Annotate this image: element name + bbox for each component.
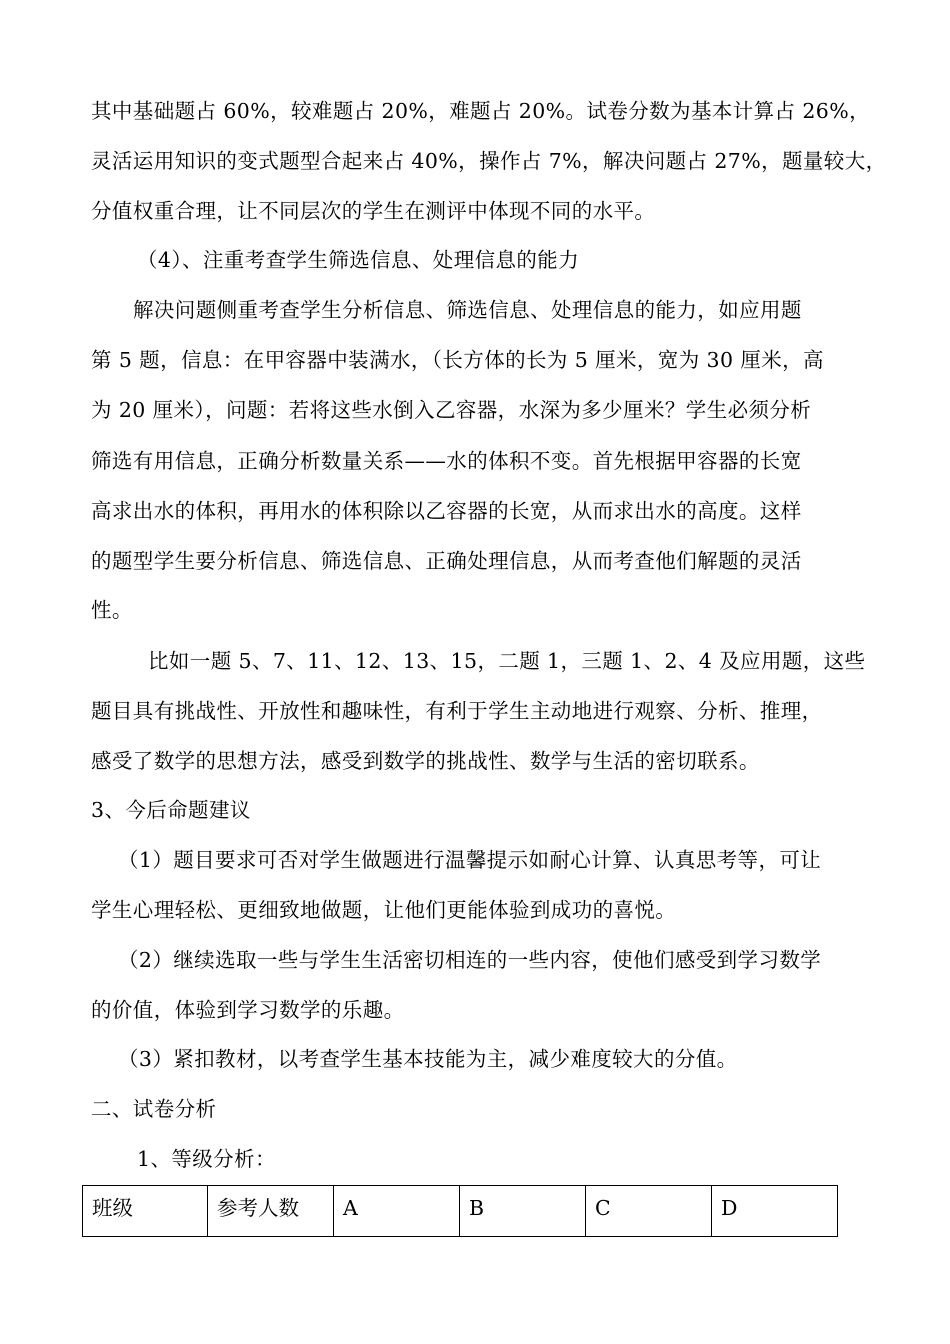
section-heading: （4）、注重考查学生筛选信息、处理信息的能力 [137,248,580,272]
table-header-cell: C [586,1186,712,1237]
table-header-cell: B [460,1186,586,1237]
paragraph-line: 为 20 厘米），问题：若将这些水倒入乙容器，水深为多少厘米？学生必须分析 [91,398,812,422]
paragraph-line: 题目具有挑战性、开放性和趣味性，有利于学生主动地进行观察、分析、推理， [91,699,823,723]
table-header-cell: A [334,1186,460,1237]
paragraph-line: （3）紧扣教材，以考查学生基本技能为主，减少难度较大的分值。 [118,1047,738,1071]
table-header-cell: D [712,1186,838,1237]
paragraph-line: 高求出水的体积，再用水的体积除以乙容器的长宽，从而求出水的高度。这样 [91,499,802,523]
section-heading: 3、今后命题建议 [91,798,251,822]
paragraph-line: （2）继续选取一些与学生生活密切相连的一些内容，使他们感受到学习数学 [118,948,822,972]
paragraph-line: 比如一题 5、7、11、12、13、15，二题 1，三题 1、2、4 及应用题，这些 [148,649,866,673]
paragraph-line: 分值权重合理，让不同层次的学生在测评中体现不同的水平。 [91,199,656,223]
paragraph-line: 筛选有用信息，正确分析数量关系——水的体积不变。首先根据甲容器的长宽 [91,449,802,473]
paragraph-line: 性。 [91,598,133,622]
paragraph-line: 的题型学生要分析信息、筛选信息、正确处理信息，从而考查他们解题的灵活 [91,549,802,573]
table-header-cell: 参考人数 [208,1186,334,1237]
grade-table [82,1185,838,1237]
paragraph-line: 灵活运用知识的变式题型合起来占 40%，操作占 7%，解决问题占 27%，题量较大， [91,149,887,173]
section-heading: 二、试卷分析 [91,1097,217,1121]
paragraph-line: （1）题目要求可否对学生做题进行温馨提示如耐心计算、认真思考等，可让 [118,848,822,872]
paragraph-line: 解决问题侧重考查学生分析信息、筛选信息、处理信息的能力，如应用题 [133,298,802,322]
section-heading: 1、等级分析： [137,1147,276,1171]
paragraph-line: 其中基础题占 60%，较难题占 20%，难题占 20%。试卷分数为基本计算占 26%， [91,99,871,123]
table-header-row [83,1186,838,1237]
paragraph-line: 感受了数学的思想方法，感受到数学的挑战性、数学与生活的密切联系。 [91,749,760,773]
table-header-cell: 班级 [83,1186,208,1237]
paragraph-line: 第 5 题，信息：在甲容器中装满水，（长方体的长为 5 厘米，宽为 30 厘米，高 [91,348,824,372]
paragraph-line: 学生心理轻松、更细致地做题，让他们更能体验到成功的喜悦。 [91,898,677,922]
paragraph-line: 的价值，体验到学习数学的乐趣。 [91,998,405,1022]
